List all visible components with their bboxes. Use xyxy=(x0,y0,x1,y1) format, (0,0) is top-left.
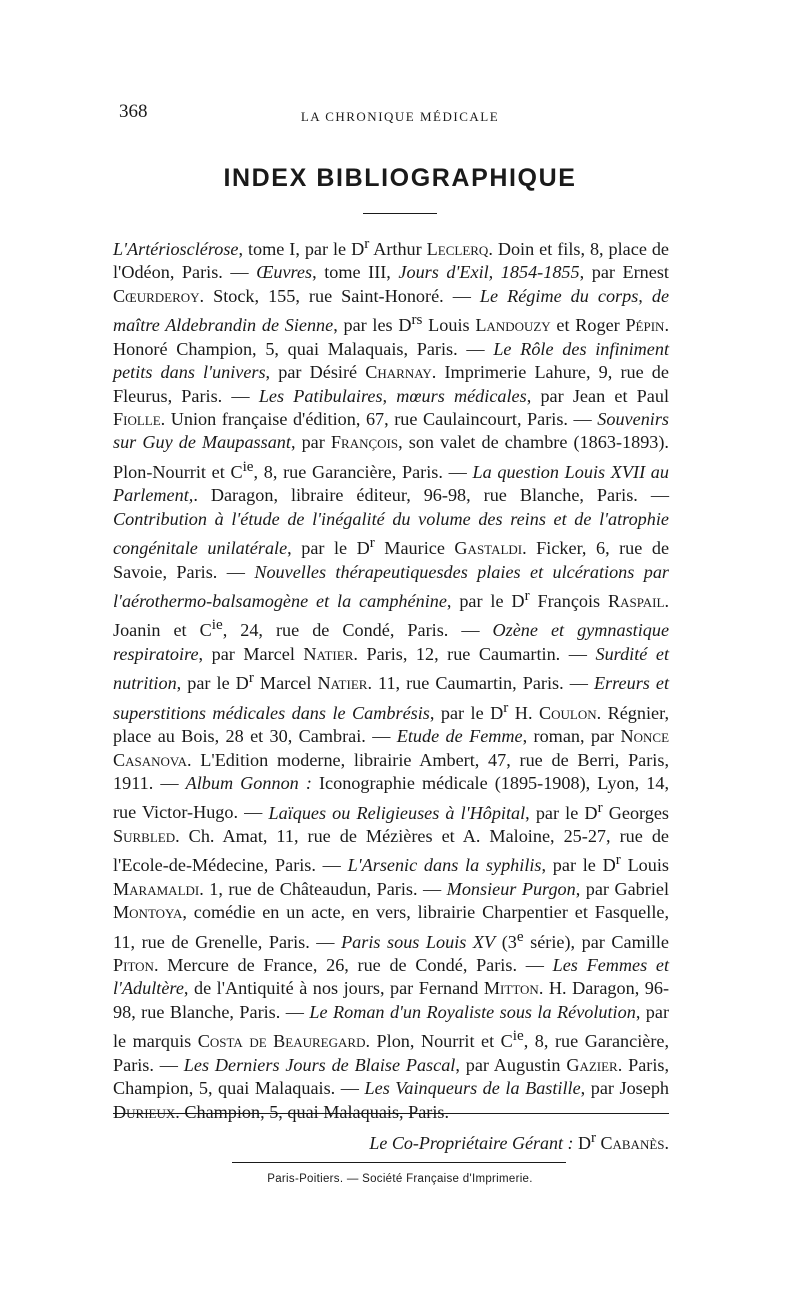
entry-text: . Ch. Amat, 11, rue de Mézières et A. Maloine, 25-27, rue de l'Ecole-de-Médecine, Paris. xyxy=(113,825,669,876)
entry-superscript: r xyxy=(597,798,603,816)
entry-superscript: ie xyxy=(211,616,223,634)
entry-separator: — xyxy=(365,726,397,747)
entry-text: . 1, rue de Châteaudun, Paris. xyxy=(199,878,418,899)
entry-author: Raspail xyxy=(608,591,665,611)
entry-separator: — xyxy=(637,485,670,506)
entry-author: Nonce Casanova xyxy=(113,726,670,770)
printer-imprint: Paris-Poitiers. — Société Française d'Imprimerie. xyxy=(267,1173,533,1185)
entry-separator: — xyxy=(217,561,255,582)
entry-title: Erreurs et superstitions médicales dans le Cambrésis xyxy=(113,673,670,723)
entry-text: , par le D xyxy=(287,538,370,559)
entry-text: , son valet de chambre (1863-1893). Plon-Nourrit et C xyxy=(113,432,669,482)
entry-text: , par Augustin xyxy=(455,1054,567,1075)
entry-author: Natier xyxy=(303,643,354,664)
entry-superscript: e xyxy=(516,927,524,945)
entry-author: Mitton xyxy=(483,978,539,999)
entry-author: Landouzy xyxy=(475,315,551,336)
entry-title: Paris sous Louis XV xyxy=(341,931,496,952)
entry-separator: — xyxy=(563,673,594,694)
entry-title: L'Arsenic dans la syphilis xyxy=(347,855,542,876)
entry-text: Louis xyxy=(422,315,476,336)
entry-title: Jours d'Exil, 1854-1855 xyxy=(398,262,580,283)
entry-superscript: r xyxy=(248,669,254,687)
entry-text: , 24, rue de Condé, Paris. xyxy=(222,620,449,641)
entry-title: Nouvelles thérapeutiquesdes plaies et ulcérations par l'aérothermo-balsamogène et la camphénine xyxy=(113,561,669,611)
entry-text: . Plon, Nourrit et C xyxy=(365,1031,513,1052)
entry-separator: — xyxy=(222,385,259,406)
entry-superscript: r xyxy=(524,586,530,604)
entry-text: . Stock, 155, rue Saint-Honoré. xyxy=(199,285,444,306)
entry-author: François xyxy=(330,432,399,453)
entry-author: Leclerq xyxy=(426,239,489,260)
entry-author: Surbled xyxy=(113,825,176,846)
entry-text: Arthur xyxy=(369,239,427,260)
entry-text: H. xyxy=(508,702,539,723)
entry-text: François xyxy=(529,591,608,611)
entry-author: Piton xyxy=(113,955,154,976)
entry-text: , de l'Antiquité à nos jours, par Fernand xyxy=(183,978,484,999)
entry-author: Charnay xyxy=(365,362,432,383)
signature-name: Cabanès. xyxy=(595,1133,669,1153)
entry-text: , par le D xyxy=(525,802,598,823)
entry-title: La question Louis XVII au Parlement, xyxy=(113,461,669,506)
entry-title: Les Derniers Jours de Blaise Pascal xyxy=(183,1054,456,1075)
entry-text: , par le D xyxy=(176,673,249,694)
entry-separator: — xyxy=(417,878,447,899)
entry-separator: — xyxy=(560,643,596,664)
entry-superscript: r xyxy=(369,534,375,552)
entry-text: , par Joseph xyxy=(580,1078,670,1099)
entry-text: , par Gabriel xyxy=(575,878,670,899)
entry-text: . Régnier, place au Bois, 28 et 30, Cambrai. xyxy=(113,702,669,747)
entry-superscript: rs xyxy=(411,311,423,329)
signature-title-sup: r xyxy=(590,1130,596,1146)
entry-superscript: ie xyxy=(512,1027,524,1045)
entry-text: , comédie en un acte, en vers, librairie Charpentier et Fasquelle, 11, rue de Grenelle, Paris. xyxy=(113,902,669,952)
entry-text: , 8, rue Garancière, Paris. xyxy=(113,1031,669,1075)
entry-text: et Roger xyxy=(550,315,626,336)
entry-superscript: r xyxy=(615,851,621,869)
entry-text: , par xyxy=(290,432,331,453)
entry-author: Gazier xyxy=(566,1054,618,1075)
entry-text: . Daragon, libraire éditeur, 96-98, rue Blanche, Paris. xyxy=(193,485,638,506)
entry-text: , par Jean et Paul xyxy=(526,385,670,406)
signature-title: D xyxy=(573,1133,591,1153)
entry-author: Pépin xyxy=(625,315,665,336)
entry-text: , par le D xyxy=(429,702,504,723)
entry-separator: — xyxy=(443,285,480,306)
entry-text: , par Ernest xyxy=(579,262,669,283)
entry-text: . Paris, 12, rue Caumartin. xyxy=(353,643,561,664)
entry-author: Costa de Beauregard xyxy=(197,1031,366,1052)
entry-text: , tome I, par le D xyxy=(238,239,365,260)
entry-title: Souvenirs sur Guy de Maupassant xyxy=(113,408,669,453)
entry-title: Les Vainqueurs de la Bastille xyxy=(364,1078,581,1099)
entry-author: Cœurderoy xyxy=(113,285,200,306)
entry-separator: — xyxy=(567,408,598,429)
entry-text: Georges xyxy=(602,802,670,823)
entry-separator: — xyxy=(309,931,342,952)
entry-separator: — xyxy=(280,1001,310,1022)
entry-text: , par le D xyxy=(446,591,525,611)
entry-separator: — xyxy=(442,461,473,482)
entry-text: , tome III, xyxy=(312,262,399,283)
entry-title: L'Artériosclérose xyxy=(113,239,239,260)
entry-text: Louis xyxy=(620,855,669,876)
entry-text: . L'Edition moderne, librairie Ambert, 47, rue de Berri, Paris, 1911. xyxy=(113,749,669,794)
printer-divider xyxy=(232,1162,566,1163)
entry-text: . Paris, Champion, 5, quai Malaquais. xyxy=(113,1054,670,1099)
entry-text: . Champion, 5, quai Malaquais, Paris. xyxy=(175,1101,450,1122)
entry-title: Etude de Femme xyxy=(396,726,523,747)
entry-title: Monsieur Purgon xyxy=(446,878,576,899)
footer-divider xyxy=(113,1113,669,1114)
entry-text: . Mercure de France, 26, rue de Condé, Paris. xyxy=(153,955,517,976)
running-head: LA CHRONIQUE MÉDICALE xyxy=(300,109,500,124)
entry-separator: — xyxy=(153,1054,184,1075)
entry-separator: — xyxy=(315,855,348,876)
entry-text: . Imprimerie Lahure, 9, rue de Fleurus, Paris. xyxy=(113,362,669,406)
entry-author: Coulon xyxy=(538,702,597,723)
entry-text: , 8, rue Garancière, Paris. xyxy=(253,461,443,482)
entry-text: Iconographie médicale (1895-1908), Lyon, 14, rue Victor-Hugo. xyxy=(113,773,670,823)
entry-title: Les Femmes et l'Adultère xyxy=(113,955,670,999)
entry-text: , par le D xyxy=(541,855,616,876)
entry-superscript: r xyxy=(503,698,509,716)
entry-text: Maurice xyxy=(374,538,455,559)
entry-text: , par Désiré xyxy=(265,362,366,383)
entry-text: , roman, par xyxy=(522,726,621,747)
entry-title: Contribution à l'étude de l'inégalité du volume des reins et de l'atrophie congénitale unilatérale xyxy=(113,508,669,559)
entry-text: . Union française d'édition, 67, rue Caulaincourt, Paris. xyxy=(160,408,568,429)
page-number: 368 xyxy=(119,101,148,122)
entry-title: Le Régime du corps, de maître Aldebrandin de Sienne xyxy=(113,285,670,336)
entry-title: Le Roman d'un Royaliste sous la Révolution xyxy=(309,1001,636,1022)
entry-author: Gastaldi xyxy=(454,538,523,559)
bibliography-entries xyxy=(113,232,669,1124)
entry-separator: — xyxy=(153,773,186,794)
entry-superscript: ie xyxy=(242,457,254,475)
entry-title: Ozène et gymnastique respiratoire xyxy=(113,620,670,664)
entry-title: Album Gonnon : xyxy=(185,773,312,794)
title-divider xyxy=(363,213,437,214)
entry-author: Maramaldi xyxy=(113,878,200,899)
entry-author: Montoya xyxy=(113,902,183,923)
entry-title: Œuvres xyxy=(256,262,313,283)
page-title: INDEX BIBLIOGRAPHIQUE xyxy=(223,164,577,192)
entry-separator: — xyxy=(238,802,269,823)
entry-separator: — xyxy=(517,955,553,976)
entry-text: . Ficker, 6, rue de Savoie, Paris. xyxy=(113,538,670,582)
entry-text: . 11, rue Caumartin, Paris. xyxy=(367,673,564,694)
entry-superscript: r xyxy=(364,235,370,252)
entry-text: . H. Daragon, 96-98, rue Blanche, Paris. xyxy=(113,978,669,1022)
entry-separator: — xyxy=(335,1078,365,1099)
entry-author: Durieux xyxy=(113,1101,176,1122)
entry-title: Le Rôle des infiniment petits dans l'univers xyxy=(113,338,669,383)
entry-text: (3 xyxy=(495,931,517,952)
entry-title: Laïques ou Religieuses à l'Hôpital xyxy=(268,802,526,823)
signature xyxy=(369,1130,669,1154)
entry-text: , par Marcel xyxy=(198,643,304,664)
entry-text: . Joanin et C xyxy=(113,591,669,641)
entry-text: Marcel xyxy=(253,673,318,694)
entry-author: Fiolle xyxy=(113,408,161,429)
entry-text: , par le marquis xyxy=(113,1001,670,1052)
entry-text: . Doin et fils, 8, place de l'Odéon, Paris. — xyxy=(113,239,670,283)
entry-separator: — xyxy=(457,338,494,359)
entry-text: , par les D xyxy=(333,315,412,336)
signature-label: Le Co-Propriétaire Gérant : xyxy=(369,1133,574,1153)
entry-title: Les Patibulaires, mœurs médicales xyxy=(258,385,527,406)
entry-text: série), par Camille xyxy=(523,931,670,952)
entry-separator: — xyxy=(448,620,493,641)
entry-title: Surdité et nutrition xyxy=(113,643,669,694)
entry-author: Natier xyxy=(317,673,368,694)
entry-text: . Honoré Champion, 5, quai Malaquais, Paris. xyxy=(113,315,669,359)
